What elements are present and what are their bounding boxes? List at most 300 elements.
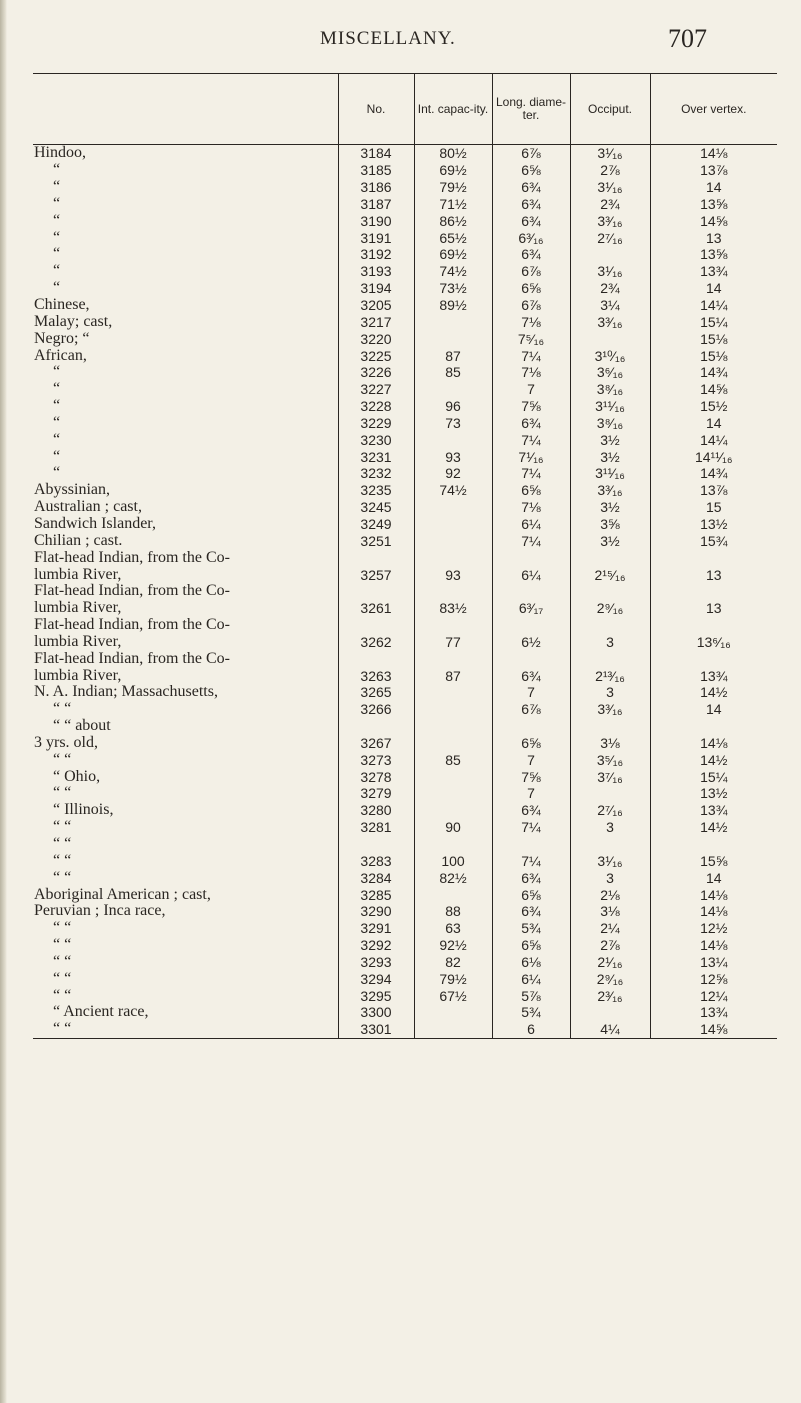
header-name xyxy=(33,74,338,145)
skull-number-cell: 3186 xyxy=(338,179,414,196)
table-header-row xyxy=(33,74,777,145)
race-name-cell: “ xyxy=(53,262,61,280)
long-diameter-cell: 6⅞ xyxy=(492,263,570,280)
long-diameter-cell: 7¼ xyxy=(492,465,570,482)
table-row xyxy=(33,650,777,667)
long-diameter-cell: 6⅝ xyxy=(492,162,570,179)
long-diameter-cell: 6½ xyxy=(492,633,570,650)
long-diameter-cell: 7⅝ xyxy=(492,398,570,415)
long-diameter-cell: 6⅛ xyxy=(492,954,570,971)
skull-number-cell xyxy=(338,718,414,735)
internal-capacity-cell: 73 xyxy=(414,415,492,432)
race-name-cell: “ “ xyxy=(53,751,72,768)
over-vertex-cell: 14⅛ xyxy=(650,145,777,162)
race-name-cell: lumbia River, xyxy=(34,599,122,617)
skull-number-cell: 3220 xyxy=(338,330,414,347)
occiput-cell: 3⁷⁄₁₆ xyxy=(570,768,650,785)
occiput-cell: 3¹¹⁄₁₆ xyxy=(570,398,650,415)
internal-capacity-cell xyxy=(414,549,492,566)
race-name-cell: “ xyxy=(53,431,61,448)
occiput-cell: 3⁶⁄₁₆ xyxy=(570,364,650,381)
long-diameter-cell: 6¾ xyxy=(492,869,570,886)
skull-number-cell: 3281 xyxy=(338,819,414,836)
occiput-cell xyxy=(570,330,650,347)
internal-capacity-cell: 65½ xyxy=(414,229,492,246)
long-diameter-cell: 6 xyxy=(492,1021,570,1038)
skull-number-cell: 3279 xyxy=(338,785,414,802)
over-vertex-cell xyxy=(650,549,777,566)
internal-capacity-cell: 87 xyxy=(414,667,492,684)
table-row xyxy=(33,768,777,785)
table-row xyxy=(33,532,777,549)
race-name-cell: “ “ xyxy=(53,835,72,853)
over-vertex-cell: 13⅝ xyxy=(650,196,777,213)
internal-capacity-cell: 90 xyxy=(414,819,492,836)
occiput-cell: 3³⁄₁₆ xyxy=(570,701,650,718)
long-diameter-cell: 6³⁄₁₇ xyxy=(492,600,570,617)
long-diameter-cell xyxy=(492,583,570,600)
table-row xyxy=(33,970,777,987)
table-row xyxy=(33,937,777,954)
long-diameter-cell xyxy=(492,617,570,634)
internal-capacity-cell: 67½ xyxy=(414,987,492,1004)
table-row xyxy=(33,1004,777,1021)
over-vertex-cell: 15¼ xyxy=(650,313,777,330)
occiput-cell: 3 xyxy=(570,684,650,701)
table-row xyxy=(33,667,777,684)
race-name-cell: “ xyxy=(53,363,61,381)
over-vertex-cell: 14¼ xyxy=(650,431,777,448)
skull-number-cell: 3251 xyxy=(338,532,414,549)
occiput-cell: 3¹⁄₁₆ xyxy=(570,263,650,280)
table-row xyxy=(33,549,777,566)
race-name-cell: “ “ xyxy=(53,970,72,987)
table-row xyxy=(33,145,777,162)
occiput-cell: 3½ xyxy=(570,532,650,549)
table-row xyxy=(33,516,777,533)
over-vertex-cell: 15¾ xyxy=(650,532,777,549)
table-row xyxy=(33,600,777,617)
over-vertex-cell: 12¼ xyxy=(650,987,777,1004)
page-number: 707 xyxy=(668,24,707,53)
long-diameter-cell: 7⁵⁄₁₆ xyxy=(492,330,570,347)
race-name-cell: “ xyxy=(53,229,61,246)
internal-capacity-cell: 79½ xyxy=(414,970,492,987)
internal-capacity-cell xyxy=(414,381,492,398)
occiput-cell: 2¾ xyxy=(570,196,650,213)
skull-number-cell: 3265 xyxy=(338,684,414,701)
skull-number-cell: 3266 xyxy=(338,701,414,718)
internal-capacity-cell: 63 xyxy=(414,920,492,937)
skull-number-cell: 3245 xyxy=(338,499,414,516)
internal-capacity-cell: 69½ xyxy=(414,162,492,179)
table-row xyxy=(33,297,777,314)
internal-capacity-cell: 93 xyxy=(414,566,492,583)
long-diameter-cell: 6¾ xyxy=(492,179,570,196)
over-vertex-cell: 15⅝ xyxy=(650,852,777,869)
skull-number-cell: 3284 xyxy=(338,869,414,886)
running-head-title: MISCELLANY. xyxy=(320,28,456,49)
over-vertex-cell: 13¾ xyxy=(650,802,777,819)
table-row xyxy=(33,448,777,465)
race-name-cell: “ xyxy=(53,414,61,431)
internal-capacity-cell: 73½ xyxy=(414,280,492,297)
occiput-cell: 3 xyxy=(570,633,650,650)
long-diameter-cell: 7⅛ xyxy=(492,499,570,516)
table-row xyxy=(33,819,777,836)
table-row xyxy=(33,886,777,903)
occiput-cell xyxy=(570,718,650,735)
skull-number-cell: 3228 xyxy=(338,398,414,415)
internal-capacity-cell xyxy=(414,735,492,752)
internal-capacity-cell xyxy=(414,684,492,701)
over-vertex-cell: 14½ xyxy=(650,684,777,701)
skull-number-cell: 3291 xyxy=(338,920,414,937)
occiput-cell: 3⁵⁄₁₆ xyxy=(570,751,650,768)
skull-number-cell: 3231 xyxy=(338,448,414,465)
internal-capacity-cell: 92 xyxy=(414,465,492,482)
internal-capacity-cell xyxy=(414,836,492,853)
header-long-diameter: Long. diame-ter. xyxy=(492,74,570,145)
over-vertex-cell xyxy=(650,836,777,853)
occiput-cell: 2⁹⁄₁₆ xyxy=(570,970,650,987)
over-vertex-cell xyxy=(650,583,777,600)
over-vertex-cell: 13 xyxy=(650,566,777,583)
internal-capacity-cell: 100 xyxy=(414,852,492,869)
table-row xyxy=(33,415,777,432)
over-vertex-cell: 14⅝ xyxy=(650,381,777,398)
race-name-cell: Chinese, xyxy=(34,296,90,314)
table-row xyxy=(33,583,777,600)
race-name-cell: “ xyxy=(53,212,61,229)
header-no: No. xyxy=(338,74,414,145)
occiput-cell: 2¹⁵⁄₁₆ xyxy=(570,566,650,583)
over-vertex-cell: 13¼ xyxy=(650,954,777,971)
race-name-cell: “ Illinois, xyxy=(53,801,114,819)
skull-number-cell: 3187 xyxy=(338,196,414,213)
long-diameter-cell: 7⅛ xyxy=(492,313,570,330)
over-vertex-cell: 14⅝ xyxy=(650,212,777,229)
table-row xyxy=(33,684,777,701)
over-vertex-cell xyxy=(650,718,777,735)
skull-number-cell: 3290 xyxy=(338,903,414,920)
internal-capacity-cell xyxy=(414,499,492,516)
long-diameter-cell: 7 xyxy=(492,381,570,398)
long-diameter-cell: 7¼ xyxy=(492,819,570,836)
occiput-cell: 3⅛ xyxy=(570,735,650,752)
table-row xyxy=(33,499,777,516)
over-vertex-cell: 13¾ xyxy=(650,1004,777,1021)
table-row xyxy=(33,162,777,179)
skull-number-cell: 3235 xyxy=(338,482,414,499)
over-vertex-cell: 13⁶⁄₁₆ xyxy=(650,633,777,650)
internal-capacity-cell: 92½ xyxy=(414,937,492,954)
skull-number-cell: 3280 xyxy=(338,802,414,819)
over-vertex-cell: 15 xyxy=(650,499,777,516)
occiput-cell: 2¹⁄₁₆ xyxy=(570,954,650,971)
race-name-cell: Malay; cast, xyxy=(34,313,113,330)
occiput-cell xyxy=(570,549,650,566)
occiput-cell: 3¹⁄₁₆ xyxy=(570,179,650,196)
long-diameter-cell: 6¼ xyxy=(492,970,570,987)
occiput-cell: 2⅞ xyxy=(570,937,650,954)
table-row xyxy=(33,313,777,330)
long-diameter-cell: 7¼ xyxy=(492,532,570,549)
over-vertex-cell: 14½ xyxy=(650,751,777,768)
occiput-cell xyxy=(570,246,650,263)
table-row xyxy=(33,246,777,263)
race-name-cell: lumbia River, xyxy=(34,667,122,684)
skull-number-cell xyxy=(338,583,414,600)
skull-measurements-table xyxy=(33,73,777,1039)
internal-capacity-cell: 82 xyxy=(414,954,492,971)
occiput-cell: 2⁷⁄₁₆ xyxy=(570,802,650,819)
internal-capacity-cell: 89½ xyxy=(414,297,492,314)
skull-number-cell xyxy=(338,650,414,667)
long-diameter-cell: 6⅝ xyxy=(492,280,570,297)
occiput-cell: 3⅝ xyxy=(570,516,650,533)
skull-number-cell: 3192 xyxy=(338,246,414,263)
skull-number-cell: 3193 xyxy=(338,263,414,280)
long-diameter-cell: 6⅝ xyxy=(492,482,570,499)
table-row xyxy=(33,381,777,398)
long-diameter-cell: 6¾ xyxy=(492,667,570,684)
race-name-cell: “ xyxy=(53,178,61,196)
long-diameter-cell: 6¾ xyxy=(492,802,570,819)
table-row xyxy=(33,701,777,718)
occiput-cell: 3³⁄₁₆ xyxy=(570,313,650,330)
race-name-cell: Hindoo, xyxy=(34,144,86,162)
table-row xyxy=(33,920,777,937)
skull-number-cell: 3257 xyxy=(338,566,414,583)
skull-number-cell: 3227 xyxy=(338,381,414,398)
internal-capacity-cell xyxy=(414,330,492,347)
internal-capacity-cell xyxy=(414,701,492,718)
race-name-cell: lumbia River, xyxy=(34,566,122,583)
occiput-cell: 3½ xyxy=(570,431,650,448)
long-diameter-cell: 6³⁄₁₆ xyxy=(492,229,570,246)
internal-capacity-cell xyxy=(414,650,492,667)
internal-capacity-cell xyxy=(414,583,492,600)
race-name-cell: “ “ xyxy=(53,700,72,718)
skull-number-cell: 3263 xyxy=(338,667,414,684)
table-row xyxy=(33,347,777,364)
long-diameter-cell: 6¾ xyxy=(492,246,570,263)
table-row xyxy=(33,633,777,650)
skull-number-cell: 3261 xyxy=(338,600,414,617)
occiput-cell: 3⅛ xyxy=(570,903,650,920)
race-name-cell: Chilian ; cast. xyxy=(34,532,123,549)
race-name-cell: Abyssinian, xyxy=(34,481,110,499)
race-name-cell: “ xyxy=(53,195,61,212)
race-name-cell: “ “ xyxy=(53,852,72,869)
race-name-cell: 3 yrs. old, xyxy=(34,734,98,751)
race-name-cell: “ “ xyxy=(53,936,72,954)
skull-number-cell: 3194 xyxy=(338,280,414,297)
skull-number-cell: 3184 xyxy=(338,145,414,162)
long-diameter-cell: 7 xyxy=(492,785,570,802)
over-vertex-cell: 14¾ xyxy=(650,364,777,381)
occiput-cell: 3 xyxy=(570,819,650,836)
long-diameter-cell: 7⅛ xyxy=(492,364,570,381)
long-diameter-cell: 6¾ xyxy=(492,196,570,213)
over-vertex-cell: 14⅛ xyxy=(650,903,777,920)
skull-number-cell: 3217 xyxy=(338,313,414,330)
internal-capacity-cell: 85 xyxy=(414,364,492,381)
skull-number-cell xyxy=(338,617,414,634)
internal-capacity-cell xyxy=(414,431,492,448)
race-name-cell: “ xyxy=(53,161,61,179)
internal-capacity-cell xyxy=(414,313,492,330)
skull-number-cell: 3300 xyxy=(338,1004,414,1021)
race-name-cell: “ Ancient race, xyxy=(53,1004,149,1021)
skull-number-cell: 3262 xyxy=(338,633,414,650)
occiput-cell: 3¹⁰⁄₁₆ xyxy=(570,347,650,364)
over-vertex-cell: 15⅛ xyxy=(650,347,777,364)
occiput-cell: 3¹⁄₁₆ xyxy=(570,852,650,869)
occiput-cell: 3¹¹⁄₁₆ xyxy=(570,465,650,482)
over-vertex-cell: 14 xyxy=(650,280,777,297)
internal-capacity-cell: 69½ xyxy=(414,246,492,263)
internal-capacity-cell: 79½ xyxy=(414,179,492,196)
occiput-cell: 3¹⁄₁₆ xyxy=(570,145,650,162)
skull-number-cell: 3285 xyxy=(338,886,414,903)
table-row xyxy=(33,735,777,752)
table-row xyxy=(33,566,777,583)
running-head xyxy=(0,20,801,60)
long-diameter-cell: 7⅝ xyxy=(492,768,570,785)
over-vertex-cell xyxy=(650,650,777,667)
race-name-cell: “ xyxy=(53,380,61,398)
race-name-cell: N. A. Indian; Massachusetts, xyxy=(34,684,218,701)
over-vertex-cell xyxy=(650,617,777,634)
internal-capacity-cell xyxy=(414,886,492,903)
occiput-cell: 2¹³⁄₁₆ xyxy=(570,667,650,684)
internal-capacity-cell xyxy=(414,785,492,802)
skull-number-cell: 3278 xyxy=(338,768,414,785)
race-name-cell: “ xyxy=(53,279,61,297)
over-vertex-cell: 14 xyxy=(650,869,777,886)
occiput-cell: 3⁸⁄₁₆ xyxy=(570,415,650,432)
long-diameter-cell xyxy=(492,549,570,566)
internal-capacity-cell xyxy=(414,516,492,533)
skull-number-cell: 3273 xyxy=(338,751,414,768)
occiput-cell: 2⅛ xyxy=(570,886,650,903)
over-vertex-cell: 14 xyxy=(650,701,777,718)
skull-number-cell xyxy=(338,549,414,566)
race-name-cell: Flat-head Indian, from the Co- xyxy=(34,582,230,600)
table-row xyxy=(33,465,777,482)
race-name-cell: Peruvian ; Inca race, xyxy=(34,902,166,920)
skull-number-cell: 3283 xyxy=(338,852,414,869)
occiput-cell: 3⁸⁄₁₆ xyxy=(570,381,650,398)
table-row xyxy=(33,836,777,853)
over-vertex-cell: 14½ xyxy=(650,819,777,836)
over-vertex-cell: 13⅞ xyxy=(650,162,777,179)
skull-number-cell: 3267 xyxy=(338,735,414,752)
long-diameter-cell: 5⅞ xyxy=(492,987,570,1004)
long-diameter-cell: 7¼ xyxy=(492,852,570,869)
table-row xyxy=(33,751,777,768)
internal-capacity-cell: 74½ xyxy=(414,263,492,280)
race-name-cell: Flat-head Indian, from the Co- xyxy=(34,650,230,667)
long-diameter-cell xyxy=(492,650,570,667)
race-name-cell: lumbia River, xyxy=(34,633,122,650)
long-diameter-cell xyxy=(492,718,570,735)
table-row xyxy=(33,482,777,499)
race-name-cell: “ “ xyxy=(53,919,72,937)
skull-number-cell: 3293 xyxy=(338,954,414,971)
race-name-cell: “ “ xyxy=(53,987,72,1004)
long-diameter-cell: 6¾ xyxy=(492,212,570,229)
over-vertex-cell: 13¾ xyxy=(650,667,777,684)
race-name-cell: “ “ xyxy=(53,818,72,836)
over-vertex-cell: 14¹¹⁄₁₆ xyxy=(650,448,777,465)
over-vertex-cell: 12½ xyxy=(650,920,777,937)
table-row xyxy=(33,1021,777,1038)
skull-number-cell: 3229 xyxy=(338,415,414,432)
long-diameter-cell: 7 xyxy=(492,751,570,768)
over-vertex-cell: 14¼ xyxy=(650,297,777,314)
race-name-cell: Sandwich Islander, xyxy=(34,515,156,532)
internal-capacity-cell xyxy=(414,768,492,785)
race-name-cell: Aboriginal American ; cast, xyxy=(34,886,211,903)
occiput-cell xyxy=(570,583,650,600)
internal-capacity-cell: 87 xyxy=(414,347,492,364)
table-row xyxy=(33,852,777,869)
skull-number-cell: 3230 xyxy=(338,431,414,448)
over-vertex-cell: 15⅛ xyxy=(650,330,777,347)
occiput-cell xyxy=(570,1004,650,1021)
internal-capacity-cell: 80½ xyxy=(414,145,492,162)
table-row xyxy=(33,196,777,213)
table-row xyxy=(33,398,777,415)
long-diameter-cell: 6⅝ xyxy=(492,735,570,752)
table-row xyxy=(33,869,777,886)
skull-number-cell: 3225 xyxy=(338,347,414,364)
internal-capacity-cell xyxy=(414,1004,492,1021)
header-over-vertex: Over vertex. xyxy=(650,74,777,145)
occiput-cell: 2¼ xyxy=(570,920,650,937)
skull-number-cell: 3226 xyxy=(338,364,414,381)
skull-number-cell: 3292 xyxy=(338,937,414,954)
race-name-cell: Australian ; cast, xyxy=(34,498,142,516)
race-name-cell: “ “ xyxy=(53,953,72,970)
occiput-cell: 4¼ xyxy=(570,1021,650,1038)
skull-number-cell: 3294 xyxy=(338,970,414,987)
over-vertex-cell: 14¾ xyxy=(650,465,777,482)
table-row xyxy=(33,280,777,297)
long-diameter-cell: 6¼ xyxy=(492,516,570,533)
table-row xyxy=(33,987,777,1004)
skull-number-cell: 3295 xyxy=(338,987,414,1004)
skull-number-cell: 3249 xyxy=(338,516,414,533)
internal-capacity-cell: 96 xyxy=(414,398,492,415)
occiput-cell: 2⅞ xyxy=(570,162,650,179)
occiput-cell: 2¾ xyxy=(570,280,650,297)
skull-number-cell: 3232 xyxy=(338,465,414,482)
occiput-cell xyxy=(570,836,650,853)
table-row xyxy=(33,364,777,381)
internal-capacity-cell: 74½ xyxy=(414,482,492,499)
internal-capacity-cell xyxy=(414,802,492,819)
race-name-cell: “ xyxy=(53,465,61,482)
internal-capacity-cell: 93 xyxy=(414,448,492,465)
long-diameter-cell: 6⅞ xyxy=(492,145,570,162)
header-occiput: Occiput. xyxy=(570,74,650,145)
long-diameter-cell: 7¼ xyxy=(492,431,570,448)
skull-number-cell: 3190 xyxy=(338,212,414,229)
